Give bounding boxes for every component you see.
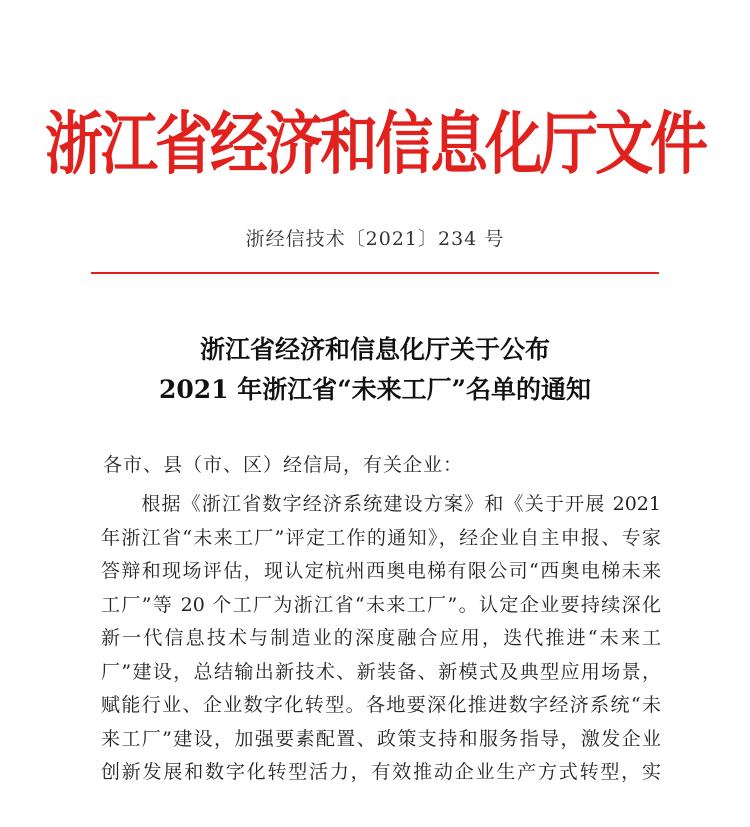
body-line: 新一代信息技术与制造业的深度融合应用，迭代推进“未来工 [101,627,661,649]
notice-title-line-1: 浙江省经济和信息化厅关于公布 [199,335,550,364]
body-line: 赋能行业、企业数字化转型。各地要深化推进数字经济系统“未 [101,694,661,716]
body-line: 工厂”等 20 个工厂为浙江省“未来工厂”。认定企业要持续深化 [101,593,661,616]
body-line: 年浙江省“未来工厂”评定工作的通知》，经企业自主申报、专家 [101,526,661,549]
body-line: 厂”建设，总结输出新技术、新装备、新模式及典型应用场景， [101,660,661,683]
salutation: 各市、县（市、区）经信局，有关企业： [103,454,464,476]
body-line: 根据《浙江省数字经济系统建设方案》和《关于开展 2021 [101,493,661,515]
body-line: 创新发展和数字化转型活力，有效推动企业生产方式转型，实 [101,761,661,783]
document-number: 浙经信技术〔2021〕234 号 [245,228,505,250]
body-line: 答辩和现场评估，现认定杭州西奥电梯有限公司“西奥电梯未来 [101,560,661,582]
body-paragraph [101,488,661,790]
notice-title-line-2: 2021 年浙江省“未来工厂”名单的通知 [158,375,592,404]
body-line: 来工厂”建设，加强要素配置、政策支持和服务指导，激发企业 [101,727,661,750]
red-divider-line [91,272,659,274]
document-header: 浙江省经济和信息化厅文件 [44,103,705,184]
